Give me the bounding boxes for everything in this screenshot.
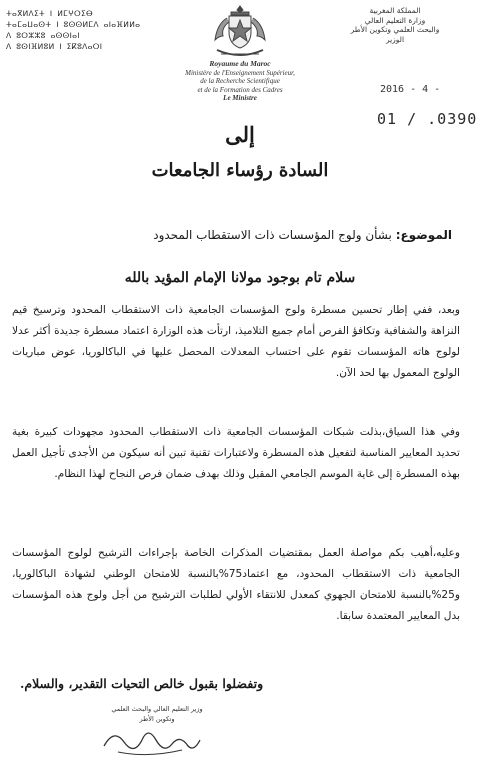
- handwritten-signature-icon: [96, 712, 206, 762]
- tifinagh-line: ⴷ ⵓⵙⵏⴼⵍⵓⵍ ⵏ ⵉⴽⵓⴷⴰⵔⵏ: [6, 42, 103, 51]
- subject-text: بشأن ولوج المؤسسات ذات الاستقطاب المحدود: [153, 228, 392, 242]
- tifinagh-header: [6, 8, 146, 52]
- arabic-header-line: المملكة المغربية: [369, 6, 421, 15]
- closing-line: وتفضلوا بقبول خالص التحيات التقدير، والسلام.: [20, 676, 264, 691]
- tifinagh-line: ⵜⴰⵎⴰⵡⴰⵙⵜ ⵏ ⵓⵙⵙⵍⵎⴷ ⴰⵏⴰⴼⵍⵍⴰ: [6, 20, 141, 29]
- greeting: سلام تام بوجود مولانا الإمام المؤيد بالله: [124, 270, 356, 286]
- arabic-ministry-header: [320, 6, 470, 44]
- signature-title-line: وتكوين الأطر: [139, 715, 175, 723]
- signature-title-line: وزير التعليم العالي والبحث العلمي: [111, 705, 203, 713]
- addressee-name: السادة رؤساء الجامعات: [151, 160, 329, 181]
- kingdom-label: Royaume du Maroc: [209, 59, 271, 68]
- tifinagh-line: ⴷ ⵓⵔⵣⵣⵓ ⴰⵙⵙⵏⴰⵏ: [6, 31, 80, 40]
- subject-label: الموضوع:: [395, 228, 452, 242]
- body-paragraph: وبعد، ففي إطار تحسين مسطرة ولوج المؤسسات الجامعية ذات الاستقطاب المحدود وترسيخ قيم النزاهة والشفافية وتكافؤ الفرص أمام جميع التلاميذ، ارتأت هذه الوزارة اعتماد مسطرة جديدة أكثر عدلا لولوج هاته المؤسسات تقوم على احتساب المعدلات المحصل عليها في الباكالوريا، عوض مباريات الولوج المعمول بها لحد الآن.: [12, 304, 460, 379]
- arabic-header-line: الوزير: [385, 34, 405, 44]
- reference-number: 01 / .0390: [377, 110, 478, 128]
- body-paragraph: وفي هذا السياق،بذلت شبكات المؤسسات الجامعية ذات الاستقطاب المحدود مجهودات كبيرة بغية تحديد المعايير المناسبة لتفعيل هذه المسطرة ولاعتبارات تقنية تبين أنه سيكون من الأجدى تأجيل العمل بهذه المسطرة إلى غاية الموسم الجامعي المقبل وذلك بهدف ضمان فرص النجاح لهذا النظام.: [12, 426, 460, 480]
- ministry-line: et de la Formation des Cadres: [197, 85, 283, 94]
- ministry-line: de la Recherche Scientifique: [200, 77, 280, 85]
- arabic-header-line: وزارة التعليم العالي: [364, 15, 426, 25]
- arabic-header-line: والبحث العلمي وتكوين الأطر: [350, 25, 440, 34]
- reference-date: 2016 - 4 -: [380, 84, 441, 95]
- subject-line: [22, 228, 452, 242]
- french-ministry-header: [150, 60, 330, 103]
- tifinagh-line: ⵜⴰⴳⵍⴷⵉⵜ ⵏ ⵍⵎⵖⵔⵉⴱ: [6, 9, 93, 18]
- royal-emblem-icon: [207, 2, 273, 60]
- ministry-line: Ministère de l'Enseignement Supérieur,: [185, 68, 295, 77]
- addressee-to: إلى: [225, 122, 255, 147]
- body-paragraph: وعليه،أهيب بكم مواصلة العمل بمقتضيات المذكرات الخاصة بإجراءات الترشيح لولوج المؤسسات الجامعية ذات الاستقطاب المحدود، مع اعتماد75%بالنسبة للامتحان الوطني لشهادة الباكالوريا، و25%بالنسبة للامتحان الجهوي كمعدل للانتقاء الأولي لطلبات الترشيح من أجل ولوج هذه المؤسسات بدل المعايير المعتمدة سابقا.: [12, 547, 460, 622]
- minister-label: Le Ministre: [223, 94, 257, 102]
